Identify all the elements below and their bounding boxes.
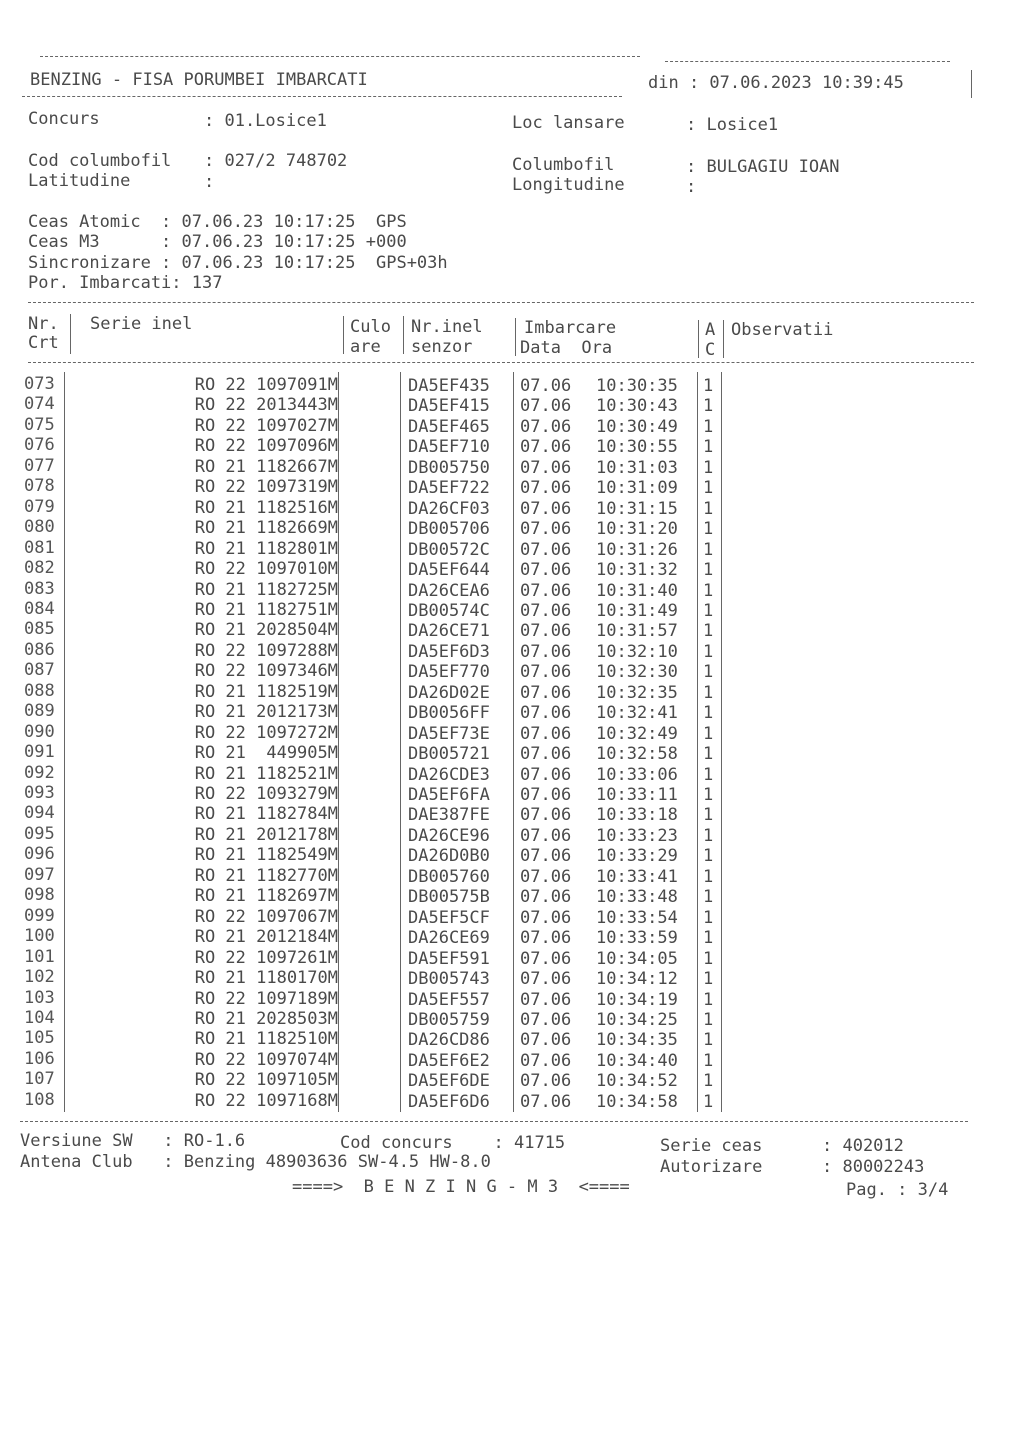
- row-ora: 10:34:58: [596, 1091, 678, 1112]
- row-serie-inel: RO 21 2012173M: [194, 702, 338, 723]
- row-ac: 1: [703, 641, 714, 662]
- column-rule: [513, 372, 514, 1112]
- divider: [971, 70, 972, 98]
- row-ac: 1: [703, 907, 714, 928]
- row-ac: 1: [703, 1071, 714, 1092]
- row-nr: 092: [24, 762, 55, 783]
- row-ora: 10:31:15: [596, 498, 678, 519]
- autorizare-label: Autorizare: [660, 1157, 763, 1177]
- row-nr-inel-senzor: DA5EF644: [408, 560, 490, 581]
- row-serie-inel: RO 21 1182516M: [194, 497, 338, 518]
- row-ora: 10:34:52: [596, 1071, 678, 1092]
- row-ora: 10:34:12: [596, 969, 678, 990]
- row-nr: 104: [24, 1007, 55, 1028]
- row-data: 07.06: [520, 1091, 572, 1112]
- row-ac: 1: [703, 764, 714, 785]
- row-nr-inel-senzor: DA5EF465: [408, 416, 490, 437]
- row-serie-inel: RO 21 2012184M: [194, 927, 338, 948]
- divider: [28, 302, 974, 303]
- row-ac: 1: [703, 498, 714, 519]
- row-nr: 084: [24, 598, 55, 619]
- row-nr-inel-senzor: DA5EF722: [408, 478, 490, 499]
- row-data: 07.06: [520, 580, 572, 601]
- row-ora: 10:34:40: [596, 1050, 678, 1071]
- por-imbarcati: Por. Imbarcati: 137: [28, 273, 223, 293]
- row-nr: 085: [24, 619, 55, 640]
- row-ac: 1: [703, 662, 714, 683]
- row-nr-inel-senzor: DA5EF73E: [408, 723, 490, 744]
- divider: [40, 56, 640, 57]
- row-ac: 1: [703, 1030, 714, 1051]
- latitudine-value: :: [204, 172, 215, 192]
- row-ac: 1: [703, 1091, 714, 1112]
- row-serie-inel: RO 22 1097096M: [194, 436, 338, 457]
- col-crt-header: Crt: [28, 333, 59, 353]
- row-data: 07.06: [520, 641, 572, 662]
- row-serie-inel: RO 21 1182770M: [194, 865, 338, 886]
- row-ora: 10:34:25: [596, 1009, 678, 1030]
- row-nr: 103: [24, 987, 55, 1008]
- row-serie-inel: RO 22 1097319M: [194, 477, 338, 498]
- row-nr-inel-senzor: DA26CE69: [408, 928, 490, 949]
- row-data: 07.06: [520, 928, 572, 949]
- row-ora: 10:34:35: [596, 1030, 678, 1051]
- row-nr-inel-senzor: DA5EF6D6: [408, 1091, 490, 1112]
- row-data: 07.06: [520, 887, 572, 908]
- row-nr-inel-senzor: DA5EF6D3: [408, 641, 490, 662]
- row-nr-inel-senzor: DA26CF03: [408, 498, 490, 519]
- row-serie-inel: RO 22 1097288M: [194, 640, 338, 661]
- row-ora: 10:32:10: [596, 641, 678, 662]
- row-ora: 10:34:05: [596, 948, 678, 969]
- row-nr-inel-senzor: DA5EF591: [408, 948, 490, 969]
- row-nr-inel-senzor: DB005721: [408, 744, 490, 765]
- col-c-header: C: [705, 340, 716, 360]
- row-serie-inel: RO 22 1097168M: [194, 1090, 338, 1111]
- row-nr-inel-senzor: DA26D02E: [408, 682, 490, 703]
- col-culoare-header: Culo: [350, 317, 391, 337]
- row-ora: 10:33:11: [596, 785, 678, 805]
- row-nr-inel-senzor: DA5EF6E2: [408, 1050, 490, 1071]
- ceas-m3: Ceas M3 : 07.06.23 10:17:25 +000: [28, 232, 407, 252]
- row-ora: 10:33:54: [596, 907, 678, 928]
- row-ora: 10:33:29: [596, 846, 678, 867]
- row-ac: 1: [703, 989, 714, 1010]
- row-nr-inel-senzor: DAE387FE: [408, 805, 490, 826]
- row-ac: 1: [703, 600, 714, 621]
- row-serie-inel: RO 21 1182519M: [194, 681, 338, 702]
- row-nr-inel-senzor: DB005743: [408, 969, 490, 990]
- row-nr-inel-senzor: DA5EF557: [408, 989, 490, 1010]
- row-data: 07.06: [520, 457, 572, 478]
- row-ac: 1: [703, 682, 714, 703]
- column-rule: [338, 372, 339, 1112]
- row-serie-inel: RO 21 2028504M: [194, 620, 338, 641]
- row-nr: 077: [24, 455, 55, 476]
- row-nr-inel-senzor: DB0056FF: [408, 703, 490, 724]
- row-ora: 10:31:49: [596, 600, 678, 621]
- longitudine-label: Longitudine: [512, 175, 625, 195]
- row-ac: 1: [703, 416, 714, 437]
- row-data: 07.06: [520, 621, 572, 642]
- divider: [20, 1121, 968, 1122]
- row-ac: 1: [703, 457, 714, 478]
- row-nr: 093: [24, 783, 55, 803]
- row-ac: 1: [703, 396, 714, 417]
- col-serie-header: Serie inel: [90, 314, 193, 334]
- row-data: 07.06: [520, 560, 572, 581]
- row-serie-inel: RO 22 2013443M: [194, 395, 338, 416]
- row-data: 07.06: [520, 764, 572, 785]
- row-data: 07.06: [520, 866, 572, 887]
- row-ora: 10:33:18: [596, 805, 678, 826]
- row-ac: 1: [703, 560, 714, 581]
- row-data: 07.06: [520, 825, 572, 846]
- row-ac: 1: [703, 948, 714, 969]
- row-serie-inel: RO 21 2028503M: [194, 1008, 338, 1029]
- divider: [665, 61, 950, 62]
- row-data: 07.06: [520, 846, 572, 867]
- longitudine-value: :: [686, 177, 697, 197]
- row-nr: 082: [24, 558, 55, 579]
- column-rule: [64, 372, 65, 1112]
- row-ac: 1: [703, 928, 714, 949]
- row-ora: 10:32:35: [596, 682, 678, 703]
- concurs-value: : 01.Losice1: [204, 111, 327, 131]
- row-nr-inel-senzor: DB00572C: [408, 539, 490, 560]
- row-data: 07.06: [520, 478, 572, 499]
- row-data: 07.06: [520, 416, 572, 437]
- row-ora: 10:31:57: [596, 621, 678, 642]
- row-ora: 10:30:55: [596, 437, 678, 458]
- report-date: din : 07.06.2023 10:39:45: [648, 73, 904, 93]
- row-ora: 10:32:49: [596, 723, 678, 744]
- row-ac: 1: [703, 376, 714, 396]
- row-nr-inel-senzor: DA26CE96: [408, 825, 490, 846]
- row-nr: 100: [24, 926, 55, 947]
- row-nr: 096: [24, 844, 55, 865]
- row-ora: 10:33:41: [596, 866, 678, 887]
- row-nr: 080: [24, 517, 55, 538]
- row-data: 07.06: [520, 662, 572, 683]
- row-serie-inel: RO 22 1097091M: [194, 375, 338, 395]
- autorizare-value: : 80002243: [822, 1157, 925, 1177]
- row-ac: 1: [703, 580, 714, 601]
- row-ac: 1: [703, 969, 714, 990]
- col-senzor-header: senzor: [411, 337, 473, 357]
- row-ora: 10:31:26: [596, 539, 678, 560]
- column-rule: [400, 372, 401, 1112]
- row-ac: 1: [703, 621, 714, 642]
- row-serie-inel: RO 21 1182510M: [194, 1029, 338, 1050]
- divider: [22, 96, 622, 97]
- row-nr: 087: [24, 660, 55, 681]
- row-ora: 10:32:58: [596, 744, 678, 765]
- divider: [28, 362, 974, 363]
- row-ac: 1: [703, 437, 714, 458]
- concurs-label: Concurs: [28, 109, 100, 129]
- row-serie-inel: RO 21 449905M: [194, 743, 338, 764]
- row-ora: 10:31:09: [596, 478, 678, 499]
- row-nr: 073: [24, 374, 55, 394]
- row-nr: 098: [24, 885, 55, 906]
- row-nr-inel-senzor: DA5EF710: [408, 437, 490, 458]
- row-ora: 10:34:19: [596, 989, 678, 1010]
- row-nr-inel-senzor: DB00574C: [408, 600, 490, 621]
- row-nr-inel-senzor: DA26CEA6: [408, 580, 490, 601]
- benzing-banner: ====> B E N Z I N G - M 3 <====: [292, 1177, 630, 1197]
- row-ora: 10:33:48: [596, 887, 678, 908]
- row-data: 07.06: [520, 498, 572, 519]
- column-rule: [697, 372, 698, 1112]
- row-data: 07.06: [520, 723, 572, 744]
- row-data: 07.06: [520, 396, 572, 417]
- row-ora: 10:33:59: [596, 928, 678, 949]
- row-nr: 091: [24, 742, 55, 763]
- loc-lansare-value: : Losice1: [686, 115, 779, 135]
- row-nr: 106: [24, 1048, 55, 1069]
- row-data: 07.06: [520, 600, 572, 621]
- col-culoare-header-2: are: [350, 337, 381, 357]
- row-nr: 090: [24, 721, 55, 742]
- row-nr: 078: [24, 476, 55, 497]
- row-serie-inel: RO 21 1182801M: [194, 538, 338, 559]
- row-nr-inel-senzor: DA5EF6FA: [408, 785, 490, 805]
- row-nr-inel-senzor: DA5EF770: [408, 662, 490, 683]
- row-nr: 105: [24, 1028, 55, 1049]
- row-ac: 1: [703, 723, 714, 744]
- row-ora: 10:32:30: [596, 662, 678, 683]
- row-nr: 099: [24, 905, 55, 926]
- row-ac: 1: [703, 866, 714, 887]
- col-a-header: A: [705, 320, 716, 340]
- row-ora: 10:30:43: [596, 396, 678, 417]
- row-serie-inel: RO 21 1182669M: [194, 518, 338, 539]
- row-nr: 088: [24, 680, 55, 701]
- row-data: 07.06: [520, 519, 572, 540]
- row-data: 07.06: [520, 376, 572, 396]
- row-serie-inel: RO 21 1182784M: [194, 804, 338, 825]
- row-data: 07.06: [520, 437, 572, 458]
- divider: [70, 314, 71, 354]
- row-data: 07.06: [520, 785, 572, 805]
- row-ac: 1: [703, 539, 714, 560]
- divider: [343, 316, 344, 354]
- row-ora: 10:31:20: [596, 519, 678, 540]
- row-data: 07.06: [520, 805, 572, 826]
- cod-columbofil-label: Cod columbofil: [28, 151, 172, 171]
- row-nr: 101: [24, 946, 55, 967]
- col-imbarcare-header: Imbarcare: [524, 318, 617, 338]
- row-serie-inel: RO 22 1093279M: [194, 784, 338, 804]
- col-data-ora-header: Data Ora: [520, 338, 613, 358]
- row-serie-inel: RO 22 1097067M: [194, 906, 338, 927]
- divider: [723, 320, 724, 358]
- row-nr: 089: [24, 701, 55, 722]
- row-ac: 1: [703, 703, 714, 724]
- row-nr: 086: [24, 639, 55, 660]
- row-data: 07.06: [520, 969, 572, 990]
- divider: [403, 316, 404, 354]
- cod-concurs: Cod concurs : 41715: [340, 1133, 566, 1153]
- row-nr-inel-senzor: DA5EF6DE: [408, 1071, 490, 1092]
- sincronizare: Sincronizare : 07.06.23 10:17:25 GPS+03h: [28, 253, 448, 273]
- row-ac: 1: [703, 887, 714, 908]
- row-nr: 097: [24, 864, 55, 885]
- row-nr-inel-senzor: DA5EF435: [408, 376, 490, 396]
- columbofil-value: : BULGAGIU IOAN: [686, 157, 840, 177]
- serie-ceas-label: Serie ceas: [660, 1136, 763, 1156]
- row-ora: 10:32:41: [596, 703, 678, 724]
- row-data: 07.06: [520, 682, 572, 703]
- row-nr: 095: [24, 823, 55, 844]
- row-nr: 076: [24, 435, 55, 456]
- row-ac: 1: [703, 1009, 714, 1030]
- row-data: 07.06: [520, 539, 572, 560]
- row-nr-inel-senzor: DA26CD86: [408, 1030, 490, 1051]
- row-serie-inel: RO 21 1182549M: [194, 845, 338, 866]
- col-inel-header: Nr.inel: [411, 317, 483, 337]
- antena-club: Antena Club : Benzing 48903636 SW-4.5 HW-8.0: [20, 1152, 491, 1172]
- row-data: 07.06: [520, 907, 572, 928]
- columbofil-label: Columbofil: [512, 155, 615, 175]
- row-ac: 1: [703, 785, 714, 805]
- row-serie-inel: RO 22 1097074M: [194, 1049, 338, 1070]
- row-serie-inel: RO 21 1180170M: [194, 968, 338, 989]
- row-nr: 083: [24, 578, 55, 599]
- row-data: 07.06: [520, 1050, 572, 1071]
- row-nr-inel-senzor: DB005759: [408, 1009, 490, 1030]
- row-serie-inel: RO 22 1097027M: [194, 415, 338, 436]
- cod-columbofil-value: : 027/2 748702: [204, 151, 348, 171]
- latitudine-label: Latitudine: [28, 171, 131, 191]
- row-ora: 10:31:03: [596, 457, 678, 478]
- row-data: 07.06: [520, 948, 572, 969]
- row-data: 07.06: [520, 744, 572, 765]
- row-nr-inel-senzor: DA26CE71: [408, 621, 490, 642]
- row-nr: 074: [24, 394, 55, 415]
- row-serie-inel: RO 21 1182751M: [194, 599, 338, 620]
- row-data: 07.06: [520, 1030, 572, 1051]
- row-serie-inel: RO 22 1097272M: [194, 722, 338, 743]
- row-nr: 108: [24, 1089, 55, 1110]
- row-data: 07.06: [520, 1009, 572, 1030]
- row-ac: 1: [703, 805, 714, 826]
- col-observatii-header: Observatii: [731, 320, 834, 340]
- row-ora: 10:31:32: [596, 560, 678, 581]
- row-serie-inel: RO 22 1097261M: [194, 947, 338, 968]
- row-nr: 075: [24, 414, 55, 435]
- row-ac: 1: [703, 744, 714, 765]
- row-serie-inel: RO 22 1097189M: [194, 988, 338, 1009]
- row-ac: 1: [703, 478, 714, 499]
- row-nr: 094: [24, 803, 55, 824]
- row-ac: 1: [703, 1050, 714, 1071]
- row-serie-inel: RO 21 1182667M: [194, 456, 338, 477]
- row-nr-inel-senzor: DB005750: [408, 457, 490, 478]
- column-rule: [721, 372, 722, 1112]
- loc-lansare-label: Loc lansare: [512, 113, 625, 133]
- versiune-sw: Versiune SW : RO-1.6: [20, 1131, 246, 1151]
- row-serie-inel: RO 21 1182697M: [194, 886, 338, 907]
- row-data: 07.06: [520, 1071, 572, 1092]
- row-ora: 10:30:35: [596, 376, 678, 396]
- row-nr-inel-senzor: DA5EF415: [408, 396, 490, 417]
- row-ac: 1: [703, 519, 714, 540]
- row-serie-inel: RO 22 1097346M: [194, 661, 338, 682]
- row-data: 07.06: [520, 989, 572, 1010]
- page-number: Pag. : 3/4: [846, 1180, 949, 1200]
- row-ora: 10:33:06: [596, 764, 678, 785]
- row-ac: 1: [703, 846, 714, 867]
- row-nr: 079: [24, 496, 55, 517]
- row-ora: 10:31:40: [596, 580, 678, 601]
- row-ora: 10:33:23: [596, 825, 678, 846]
- row-ora: 10:30:49: [596, 416, 678, 437]
- serie-ceas-value: : 402012: [822, 1136, 904, 1156]
- row-serie-inel: RO 21 2012178M: [194, 824, 338, 845]
- report-title: BENZING - FISA PORUMBEI IMBARCATI: [30, 70, 368, 90]
- row-serie-inel: RO 22 1097105M: [194, 1070, 338, 1091]
- ceas-atomic: Ceas Atomic : 07.06.23 10:17:25 GPS: [28, 212, 407, 232]
- row-serie-inel: RO 21 1182725M: [194, 579, 338, 600]
- row-nr: 107: [24, 1069, 55, 1090]
- row-nr: 102: [24, 967, 55, 988]
- row-nr-inel-senzor: DA5EF5CF: [408, 907, 490, 928]
- row-nr: 081: [24, 537, 55, 558]
- divider: [515, 318, 516, 356]
- row-data: 07.06: [520, 703, 572, 724]
- row-ac: 1: [703, 825, 714, 846]
- row-nr-inel-senzor: DB005760: [408, 866, 490, 887]
- row-nr-inel-senzor: DA26D0B0: [408, 846, 490, 867]
- col-nr-header: Nr.: [28, 314, 59, 334]
- row-nr-inel-senzor: DA26CDE3: [408, 764, 490, 785]
- divider: [698, 320, 699, 358]
- row-serie-inel: RO 22 1097010M: [194, 559, 338, 580]
- row-nr-inel-senzor: DB005706: [408, 519, 490, 540]
- row-nr-inel-senzor: DB00575B: [408, 887, 490, 908]
- row-serie-inel: RO 21 1182521M: [194, 763, 338, 784]
